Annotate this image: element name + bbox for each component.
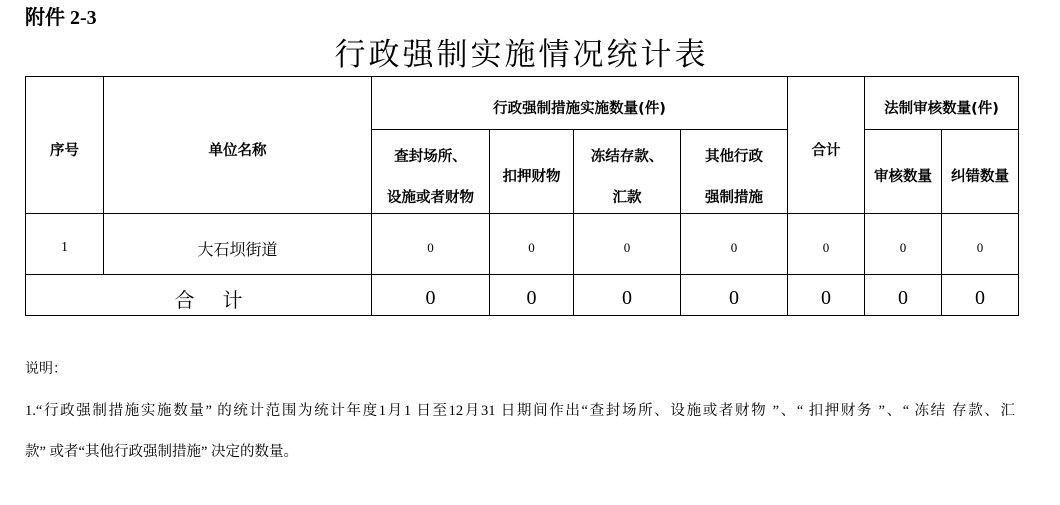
cell-seq: 1 bbox=[26, 214, 104, 275]
note-line: 1.“行政强制措施实施数量” 的统计范围为统计年度1月1 日至12月31 日期间作出“查封场所、设施或者财物 ”、“ 扣押财务 ”、“ 冻结 存款、汇 bbox=[25, 403, 1015, 419]
header-other-measures bbox=[681, 130, 788, 214]
header-freeze-line: 汇款 bbox=[612, 189, 642, 206]
cell-seal-up: 0 bbox=[372, 214, 490, 275]
header-seal-up-line: 设施或者财物 bbox=[387, 189, 474, 206]
cell-seize: 0 bbox=[490, 214, 574, 275]
statistics-table bbox=[25, 76, 1019, 316]
header-review-group: 法制审核数量(件) bbox=[865, 77, 1019, 130]
header-review-count: 审核数量 bbox=[865, 130, 942, 214]
total-correction-count: 0 bbox=[942, 275, 1019, 316]
total-freeze: 0 bbox=[574, 275, 681, 316]
total-other-measures: 0 bbox=[681, 275, 788, 316]
cell-freeze: 0 bbox=[574, 214, 681, 275]
header-freeze bbox=[574, 130, 681, 214]
header-seal-up bbox=[372, 130, 490, 214]
header-correction-count: 纠错数量 bbox=[942, 130, 1019, 214]
cell-other-measures: 0 bbox=[681, 214, 788, 275]
header-freeze-line: 冻结存款、 bbox=[590, 148, 664, 165]
header-seq: 序号 bbox=[26, 77, 104, 214]
header-other-measures-line: 其他行政 bbox=[705, 148, 763, 165]
total-seal-up: 0 bbox=[372, 275, 490, 316]
cell-correction-count: 0 bbox=[942, 214, 1019, 275]
note-line: 款” 或者“其他行政强制措施” 决定的数量。 bbox=[25, 444, 299, 460]
total-review-count: 0 bbox=[865, 275, 942, 316]
notes-heading: 说明： bbox=[25, 362, 67, 377]
total-total: 0 bbox=[788, 275, 865, 316]
header-seal-up-line: 查封场所、 bbox=[394, 148, 467, 165]
total-label: 合 计 bbox=[26, 275, 372, 316]
attachment-label: 附件 2-3 bbox=[25, 7, 97, 29]
header-enforcement-group: 行政强制措施实施数量(件) bbox=[372, 77, 788, 130]
cell-unit-name: 大石坝街道 bbox=[104, 214, 372, 275]
cell-total: 0 bbox=[788, 214, 865, 275]
header-other-measures-line: 强制措施 bbox=[705, 189, 763, 206]
page-title: 行政强制实施情况统计表 bbox=[334, 37, 709, 72]
total-seize: 0 bbox=[490, 275, 574, 316]
header-total: 合计 bbox=[788, 77, 865, 214]
cell-review-count: 0 bbox=[865, 214, 942, 275]
header-seize: 扣押财物 bbox=[490, 130, 574, 214]
header-unit-name: 单位名称 bbox=[104, 77, 372, 214]
